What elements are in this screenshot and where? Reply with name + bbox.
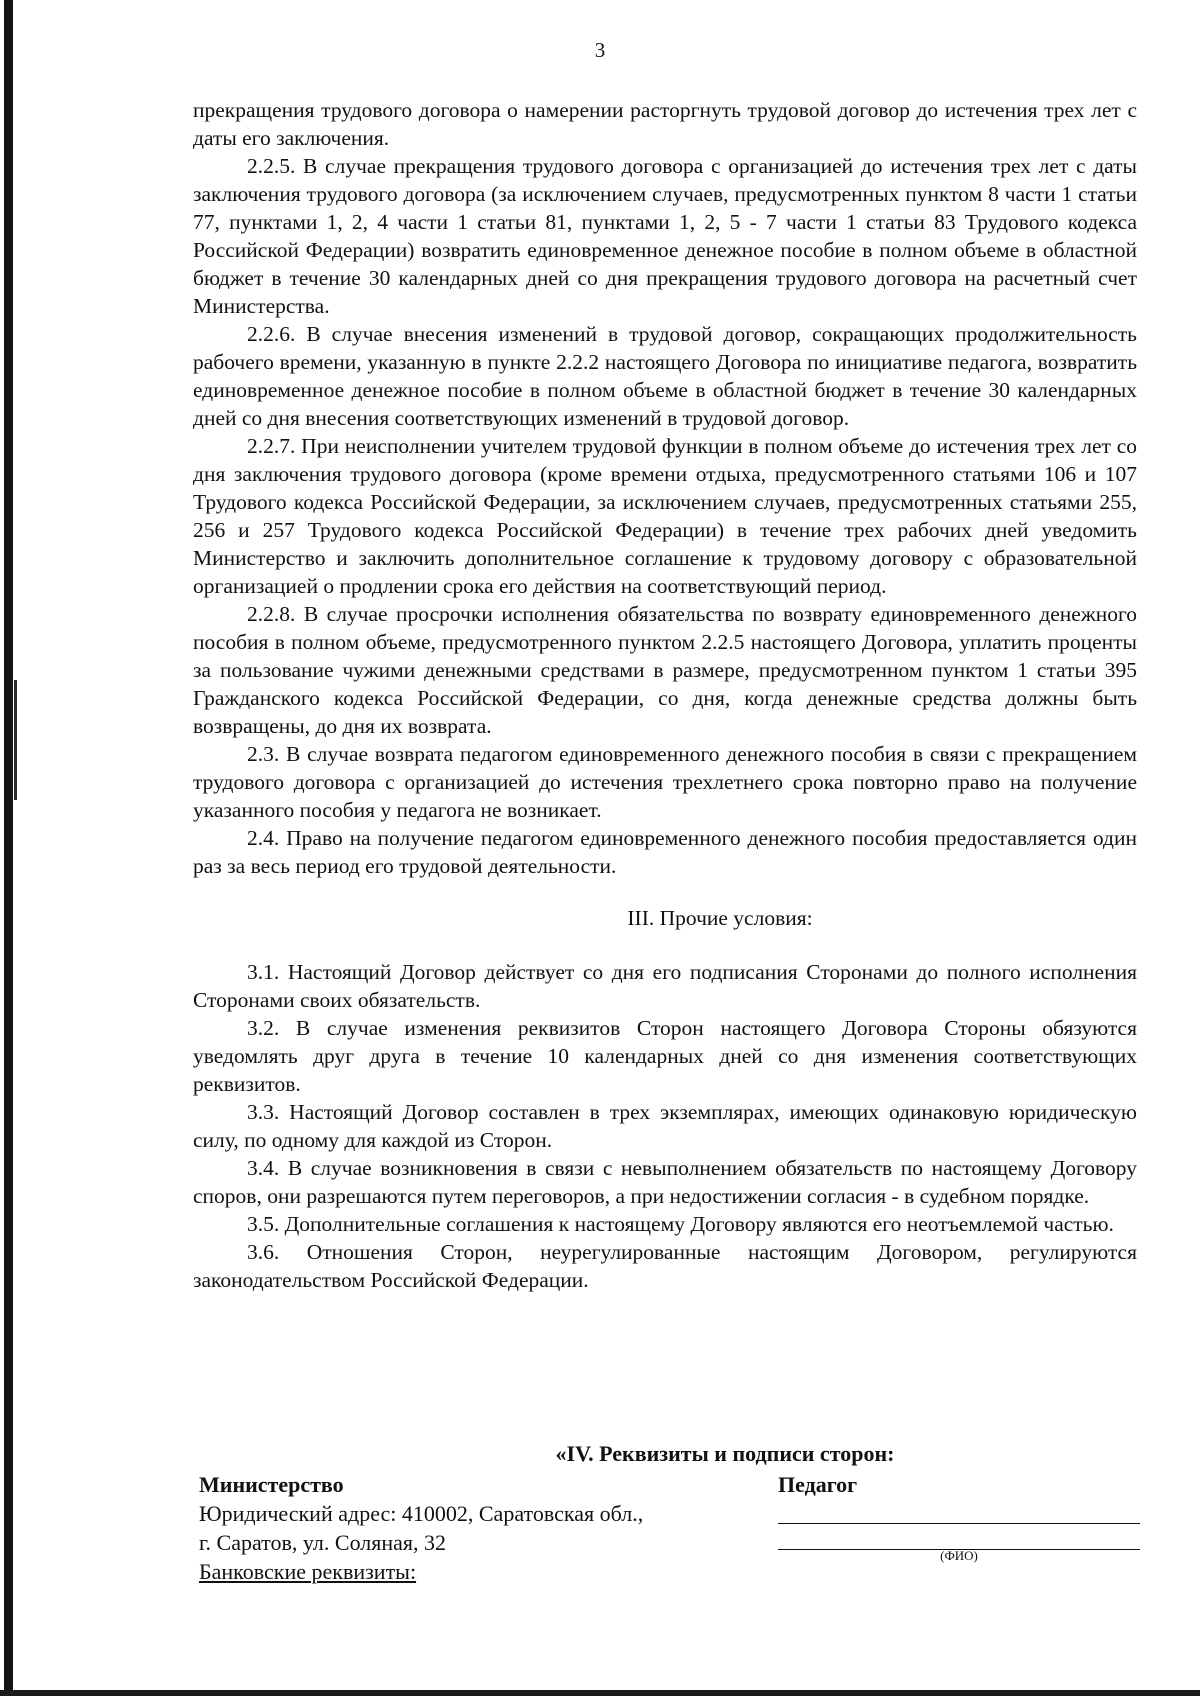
paragraph-2-4: 2.4. Право на получение педагогом единовременного денежного пособия предоставляется один раз за весь период его трудовой деятельности. [193, 826, 1137, 878]
document-body [193, 96, 1137, 1294]
ministry-address-line2: г. Саратов, ул. Соляная, 32 [199, 1530, 447, 1555]
paragraph-3-3: 3.3. Настоящий Договор составлен в трех экземплярах, имеющих одинаковую юридическую силу, по одному для каждой из Сторон. [193, 1100, 1137, 1152]
paragraph-3-6: 3.6. Отношения Сторон, неурегулированные настоящим Договором, регулируются законодательством Российской Федерации. [193, 1240, 1137, 1292]
paragraph-3-1: 3.1. Настоящий Договор действует со дня его подписания Сторонами до полного исполнения Сторонами своих обязательств. [193, 960, 1137, 1012]
teacher-details [778, 1470, 1140, 1499]
paragraph-2-2-8: 2.2.8. В случае просрочки исполнения обязательства по возврату единовременного денежного пособия в полном объеме, предусмотренного пунктом 2.2.5 настоящего Договора, уплатить проценты за пользование чужими денежными средствами в размере, предусмотренном пунктом 1 статьи 395 Гражданского кодекса Российской Федерации, со дня, когда денежные средства должны быть возвращены, до дня их возврата. [193, 602, 1137, 738]
scan-edge-mark [14, 680, 17, 800]
scan-edge-left [4, 0, 13, 1690]
section-iv-title: «IV. Реквизиты и подписи сторон: [555, 1441, 895, 1466]
page-number: 3 [594, 38, 606, 62]
paragraph-2-2-7: 2.2.7. При неисполнении учителем трудовой функции в полном объеме до истечения трех лет со дня заключения трудового договора (кроме времени отдыха, предусмотренного статьями 106 и 107 Трудового кодекса Российской Федерации, за исключением случаев, предусмотренных статьями 255, 256 и 257 Трудового кодекса Российской Федерации) в течение трех рабочих дней уведомить Министерство и заключить дополнительное соглашение к трудовому договору с образовательной организацией о продлении срока его действия на соответствующий период. [193, 434, 1137, 598]
paragraph-3-2: 3.2. В случае изменения реквизитов Сторон настоящего Договора Стороны обязуются уведомлять друг друга в течение 10 календарных дней со дня изменения соответствующих реквизитов. [193, 1016, 1137, 1096]
ministry-heading: Министерство [199, 1472, 344, 1497]
paragraph-3-5: 3.5. Дополнительные соглашения к настоящему Договору являются его неотъемлемой частью. [247, 1212, 1114, 1236]
ministry-bank-details-label: Банковские реквизиты: [199, 1559, 417, 1584]
ministry-details [199, 1470, 719, 1586]
paragraph-2-3: 2.3. В случае возврата педагогом единовременного денежного пособия в связи с прекращением трудового договора с организацией до истечения трехлетнего срока повторно право на получение указанного пособия у педагога не возникает. [193, 742, 1137, 822]
ministry-address-line1: Юридический адрес: 410002, Саратовская обл., [199, 1501, 644, 1526]
teacher-signature-line-1 [778, 1523, 1140, 1524]
paragraph-3-4: 3.4. В случае возникновения в связи с невыполнением обязательств по настоящему Договору споров, они разрешаются путем переговоров, а при недостижении согласия - в судебном порядке. [193, 1156, 1137, 1208]
paragraph-continuation: прекращения трудового договора о намерении расторгнуть трудовой договор до истечения трех лет с даты его заключения. [193, 98, 1137, 150]
teacher-heading: Педагог [778, 1472, 858, 1497]
teacher-fio-label: (ФИО) [940, 1548, 978, 1563]
paragraph-2-2-6: 2.2.6. В случае внесения изменений в трудовой договор, сокращающих продолжительность рабочего времени, указанную в пункте 2.2.2 настоящего Договора по инициативе педагога, возвратить единовременное денежное пособие в полном объеме в областной бюджет в течение 30 календарных дней со дня внесения соответствующих изменений в трудовой договор. [193, 322, 1137, 430]
section-iii-title: III. Прочие условия: [627, 906, 813, 930]
paragraph-2-2-5: 2.2.5. В случае прекращения трудового договора с организацией до истечения трех лет с даты заключения трудового договора (за исключением случаев, предусмотренных пунктом 8 части 1 статьи 77, пунктами 1, 2, 4 части 1 статьи 81, пунктами 1, 2, 5 - 7 части 1 статьи 83 Трудового кодекса Российской Федерации) возвратить единовременное денежное пособие в полном объеме в областной бюджет в течение 30 календарных дней со дня прекращения трудового договора на расчетный счет Министерства. [193, 154, 1137, 318]
scan-edge-bottom [0, 1690, 1200, 1696]
